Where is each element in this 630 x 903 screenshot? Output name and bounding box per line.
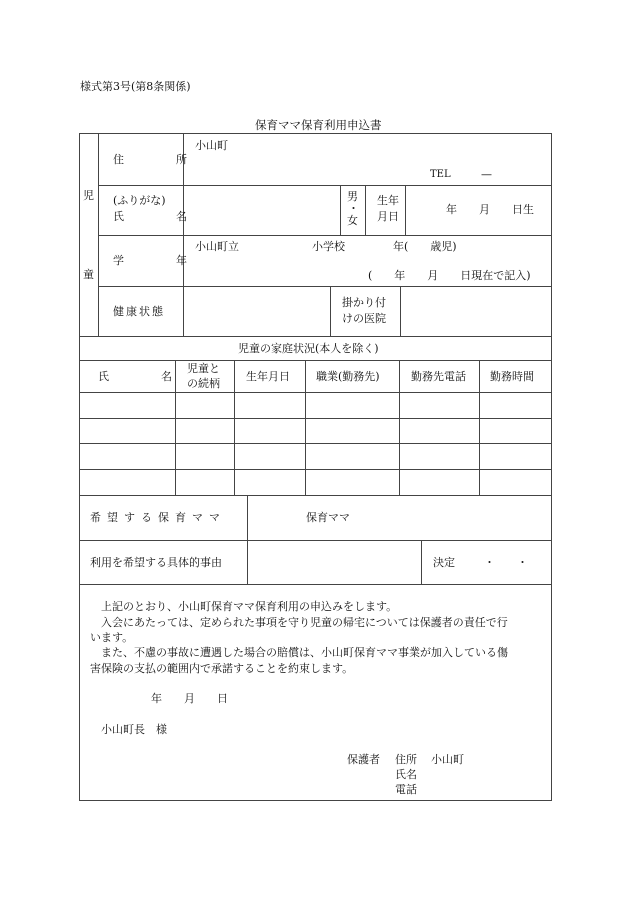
birth-value[interactable]: 年 月 日生 (446, 203, 534, 216)
declaration-p3b: 害保険の支払の範囲内で承諾することを約束します。 (90, 662, 354, 675)
declaration-date[interactable]: 年 月 日 (151, 692, 228, 705)
family-row-line-3 (79, 469, 552, 470)
guardian-phone-label: 電話 (395, 783, 417, 796)
declaration-p1: 上記のとおり、小山町保育ママ保育利用の申込みをします。 (101, 600, 398, 613)
row-line-name (98, 235, 552, 236)
tel-label: TEL (430, 169, 451, 180)
row-line-address (98, 185, 552, 186)
grade-school: 小学校 (312, 240, 345, 253)
family-header-bottom (79, 392, 552, 393)
family-row-line-4 (79, 495, 552, 496)
decision-dots: ・ ・ (484, 556, 528, 569)
clinic-label-2: けの医院 (342, 312, 386, 325)
declaration-p2b: います。 (90, 631, 134, 644)
birth-label-1: 生年 (377, 194, 399, 207)
address-value[interactable]: 小山町 (195, 139, 228, 152)
decision-label: 決定 (433, 556, 455, 569)
row-line-health (79, 336, 552, 337)
sex-label-dot: ・ (348, 202, 359, 215)
child-side-label-1: 児 (83, 189, 94, 202)
family-col-name: 氏 名 (98, 370, 182, 383)
guardian-address-value[interactable]: 小山町 (431, 753, 464, 766)
family-col-line-5 (479, 360, 480, 496)
clinic-divider-left (330, 286, 331, 337)
reason-bottom-line (79, 584, 552, 585)
row-line-grade (98, 286, 552, 287)
preferred-value[interactable]: 保育ママ (306, 511, 350, 524)
health-label: 健康状態 (113, 305, 165, 318)
decision-divider (421, 540, 422, 585)
family-col-line-4 (399, 360, 400, 496)
family-col-work-hours: 勤務時間 (490, 370, 534, 383)
sex-divider-left (340, 185, 341, 236)
border-bottom (79, 800, 552, 801)
family-col-line-2 (234, 360, 235, 496)
guardian-label: 保護者 (347, 753, 380, 766)
grade-town: 小山町立 (195, 240, 239, 253)
declaration-p2a: 入会にあたっては、定められた事項を守り児童の帰宅については保護者の責任で行 (101, 616, 508, 629)
family-header-top (79, 360, 552, 361)
grade-year[interactable]: 年( 歳児) (393, 240, 457, 253)
family-row-line-1 (79, 418, 552, 419)
clinic-divider-right (400, 286, 401, 337)
border-left (79, 133, 80, 801)
declaration-p3a: また、不慮の事故に遭遇した場合の賠償は、小山町保育ママ事業が加入している傷 (101, 646, 508, 659)
sex-label-female[interactable]: 女 (347, 214, 358, 227)
form-number: 様式第3号(第8条関係) (80, 80, 191, 93)
preferred-label: 希望する保育ママ (90, 511, 226, 524)
family-col-work-phone: 勤務先電話 (411, 370, 466, 383)
declaration-addressee: 小山町長 様 (101, 723, 167, 736)
family-col-relation-2: の続柄 (187, 377, 220, 390)
family-row-line-2 (79, 443, 552, 444)
family-heading: 児童の家庭状況(本人を除く) (238, 342, 379, 355)
guardian-address-label: 住所 (395, 753, 417, 766)
family-col-birth: 生年月日 (246, 370, 290, 383)
preferred-bottom-line (79, 540, 552, 541)
grade-date-note: ( 年 月 日現在で記入) (368, 269, 531, 282)
preferred-divider (247, 495, 248, 585)
form-title: 保育ママ保育利用申込書 (255, 118, 382, 132)
grade-label: 学 年 (113, 254, 197, 267)
birth-divider (405, 185, 406, 236)
guardian-name-label: 氏名 (395, 768, 417, 781)
border-right (551, 133, 552, 801)
clinic-label-1: 掛かり付 (342, 296, 386, 309)
child-name-label: 氏 名 (113, 210, 197, 223)
sex-divider-right (365, 185, 366, 236)
furigana-label: (ふりがな) (113, 194, 166, 207)
reason-label: 利用を希望する具体的事由 (90, 556, 222, 569)
family-col-relation-1: 児童と (187, 362, 220, 375)
sex-label-male[interactable]: 男 (347, 190, 358, 203)
family-col-job: 職業(勤務先) (316, 370, 380, 383)
child-side-label-2: 童 (83, 268, 94, 281)
family-col-line-3 (305, 360, 306, 496)
border-top (79, 133, 552, 134)
tel-dash: — (481, 168, 492, 181)
address-label: 住 所 (113, 153, 197, 166)
birth-label-2: 月日 (377, 210, 399, 223)
